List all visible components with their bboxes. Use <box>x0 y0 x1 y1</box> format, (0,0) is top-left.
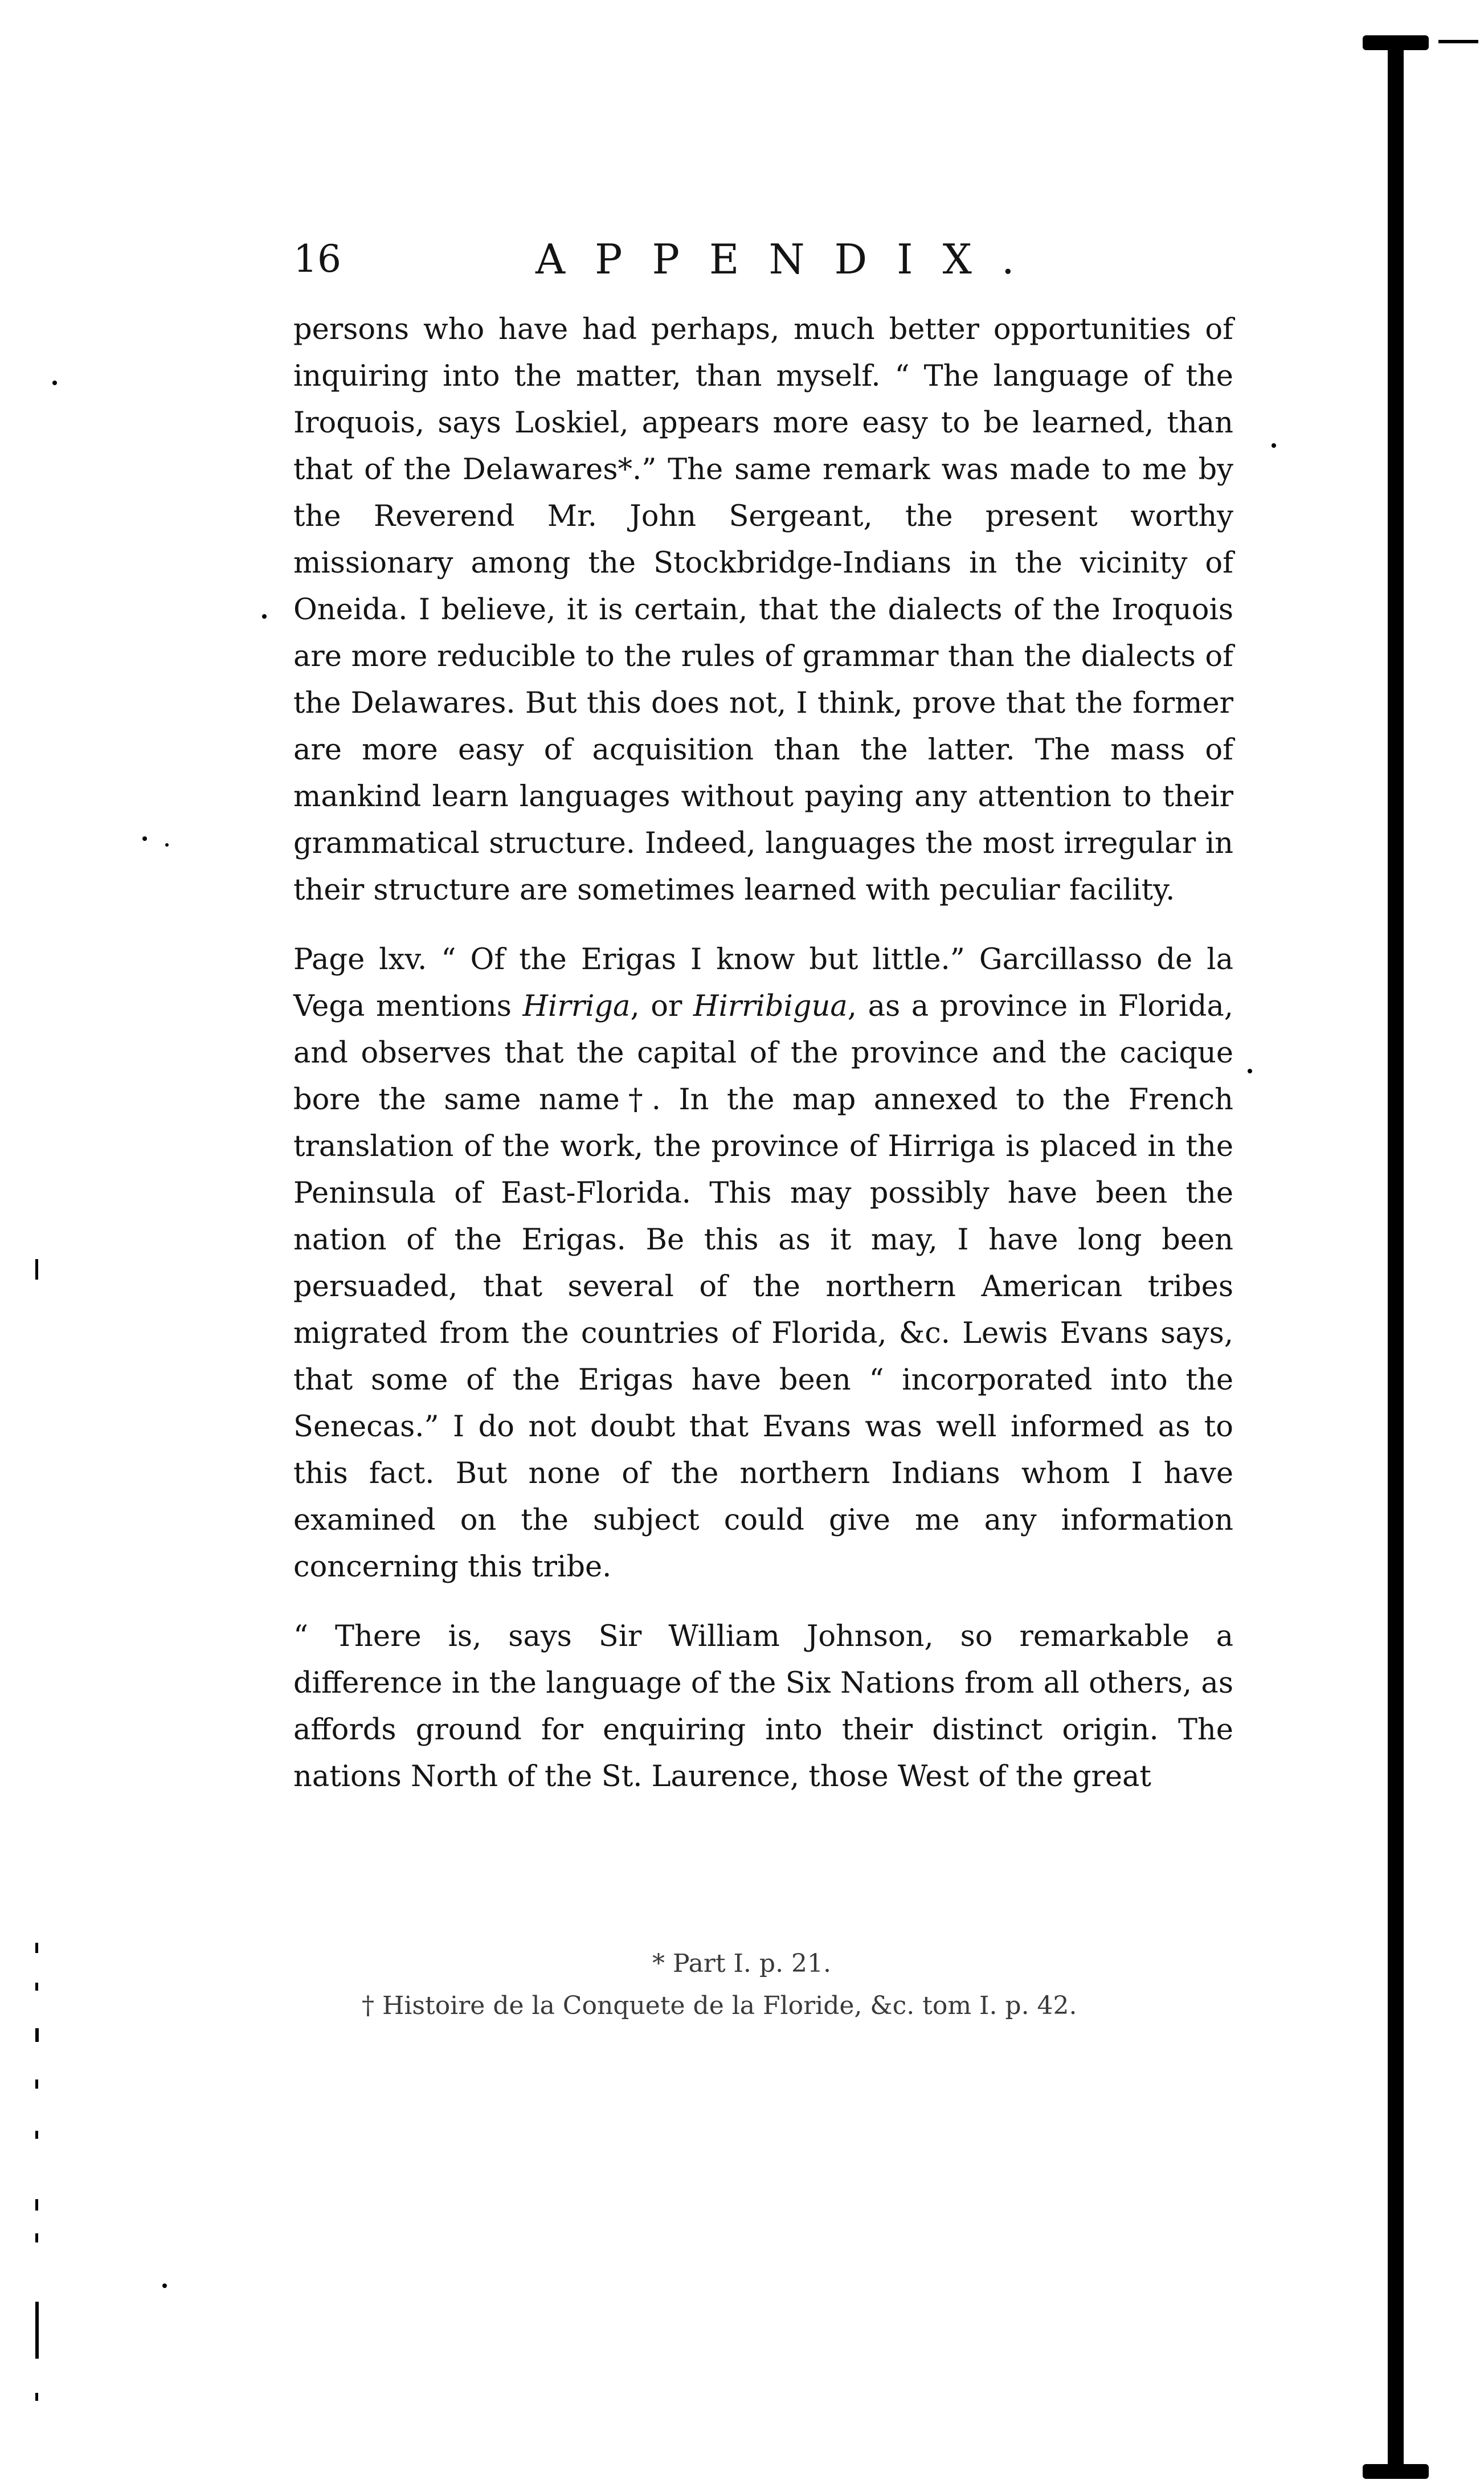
paragraph-2-text-a: Page lxv. “ Of the Erigas I know but little.” Garcillasso de la Vega mentions <box>293 943 1233 1023</box>
scan-speck <box>35 2131 38 2139</box>
scan-speck <box>1248 1069 1252 1073</box>
paragraph-2-text-b: , or <box>630 990 694 1023</box>
paragraph-2 <box>293 937 1233 1591</box>
running-head: APPENDIX. <box>535 235 1044 283</box>
scan-speck <box>142 836 147 841</box>
scan-speck <box>35 1259 38 1280</box>
italic-term-hirriga: Hirriga <box>522 990 631 1023</box>
margin-rule <box>1388 46 1404 2478</box>
scan-speck <box>162 2283 167 2288</box>
paragraph-2-text-c: , as a province in Florida, and observes that the capital of the province and the cacique bore the same name†. In the map annexed to the French translation of the work, the province of Hirriga is placed in the Peninsula of East-Florida. This may possibly have been the nation of the Erigas. Be this as it may, I have long been persuaded, that several of the northern American tribes migrated from the countries of Florida, &c. Lewis Evans says, that some of the Erigas have been “ incorporated into the Senecas.” I do not doubt that Evans was well informed as to this fact. But none of the northern Indians whom I have examined on the subject could give me any information concerning this tribe. <box>293 990 1233 1584</box>
paragraph-3-text: “ There is, says Sir William Johnson, so remarkable a difference in the language of the Six Nations from all others, as affords ground for enquiring into their distinct origin. The nations North of the St. Laurence, those West of the great <box>293 1620 1233 1794</box>
scan-speck <box>35 2233 38 2242</box>
footnotes <box>293 1943 1233 2027</box>
scan-speck <box>35 2080 38 2089</box>
paragraph-1 <box>293 307 1233 914</box>
page-header <box>293 228 1044 291</box>
paragraph-3 <box>293 1613 1233 1800</box>
footnote-2: † Histoire de la Conquete de la Floride, &c. tom I. p. 42. <box>362 1991 1077 2020</box>
scan-speck <box>35 1943 38 1953</box>
scan-speck <box>35 1983 38 1991</box>
scan-speck <box>35 2393 38 2401</box>
scan-speck <box>262 614 267 619</box>
scan-speck <box>52 381 57 385</box>
footnote-1: * Part I. p. 21. <box>652 1949 832 1978</box>
scan-speck <box>1272 443 1276 448</box>
body-text <box>293 307 1233 1823</box>
italic-term-hirribigua: Hirribigua <box>693 990 848 1023</box>
paragraph-1-text: persons who have had perhaps, much better opportunities of inquiring into the matter, than myself. “ The language of the Iroquois, says Loskiel, appears more easy to be learned, than that of the Delawares*.” The same remark was made to me by the Reverend Mr. John Sergeant, the present worthy missionary among the Stockbridge-Indians in the vicinity of Oneida. I believe, it is certain, that the dialects of the Iroquois are more reducible to the rules of grammar than the dialects of the Delawares. But this does not, I think, prove that the former are more easy of acquisition than the latter. The mass of mankind learn languages without paying any attention to their grammatical structure. Indeed, languages the most irregular in their structure are sometimes learned with peculiar facility. <box>293 313 1233 907</box>
margin-tick-mark <box>1438 40 1478 43</box>
scan-speck <box>165 843 169 847</box>
scan-speck <box>35 2199 38 2211</box>
margin-rule-cap-bottom <box>1363 2464 1429 2479</box>
scan-speck <box>35 2302 39 2359</box>
scan-speck <box>35 2028 39 2042</box>
page-number: 16 <box>293 237 341 281</box>
